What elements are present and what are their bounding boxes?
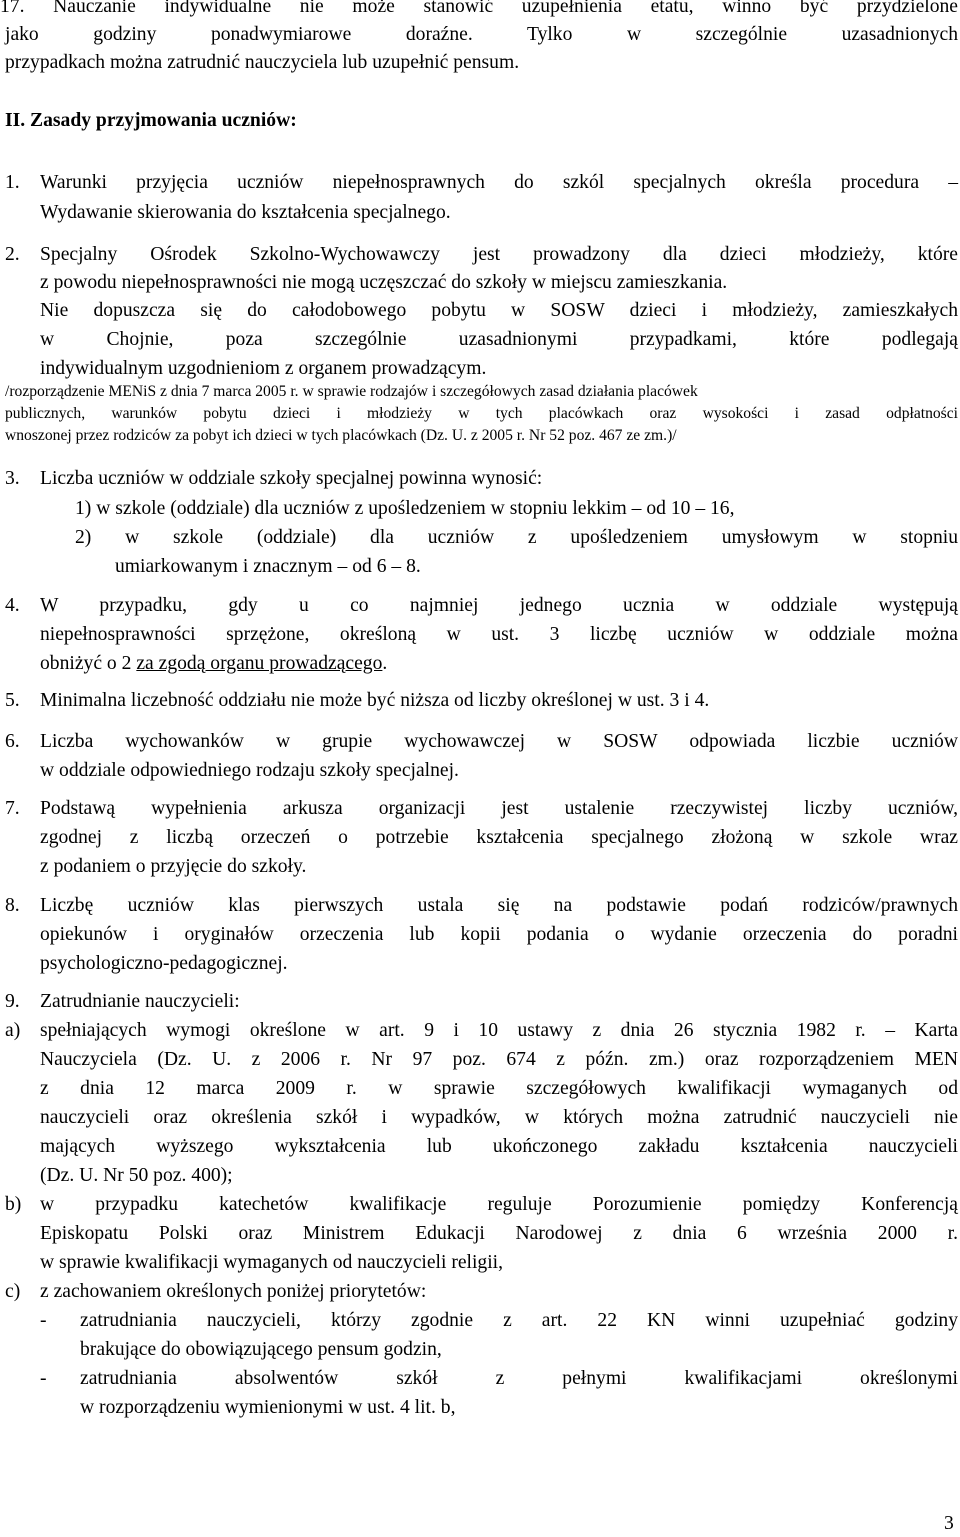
s6-number: 6. [5, 731, 20, 752]
s1-line-2: Wydawanie skierowania do kształcenia specjalnego. [40, 202, 451, 223]
s7-number: 7. [5, 798, 20, 819]
s2-line-4: w Chojnie, poza szczególnie uzasadnionymi przypadkami, które podlegają [40, 329, 958, 350]
s7-line-2: zgodnej z liczbą orzeczeń o potrzebie kształcenia specjalnego złożoną w szkole wraz [40, 827, 958, 848]
c-dash-2: - [40, 1368, 47, 1389]
s4-line-3-start: obniżyć o 2 [40, 653, 137, 674]
c-line-1: z zachowaniem określonych poniżej priorytetów: [40, 1281, 427, 1302]
c-dash-2-line-1: zatrudniania absolwentów szkół z pełnymi kwalifikacjami określonymi [80, 1368, 958, 1389]
s4-number: 4. [5, 595, 20, 616]
s2-number: 2. [5, 244, 20, 265]
s4-underlined-phrase: za zgodą organu prowadzącego [136, 653, 383, 674]
s7-line-1: Podstawą wypełnienia arkusza organizacji jest ustalenie rzeczywistej liczby uczniów, [40, 798, 958, 819]
regulation-subject: w sprawie rodzajów i szczegółowych zasad działania placówek [298, 383, 698, 400]
s8-line-1: Liczbę uczniów klas pierwszych ustala się na podstawie podań rodziców/prawnych [40, 895, 958, 916]
s1-number: 1. [5, 172, 20, 193]
s3-item-1: 1) w szkole (oddziale) dla uczniów z upośledzeniem w stopniu lekkim – od 10 – 16, [75, 498, 735, 519]
c-dash-2-line-2: w rozporządzeniu wymienionymi w ust. 4 lit. b, [80, 1397, 456, 1418]
s8-number: 8. [5, 895, 20, 916]
a-line-1: spełniających wymogi określone w art. 9 i 10 ustawy z dnia 26 stycznia 1982 r. – Karta [40, 1020, 958, 1041]
regulation-title: /rozporządzenie MENiS z dnia 7 marca 2005 r. [5, 383, 299, 400]
s4-line-2: niepełnosprawności sprzężone, określoną w ust. 3 liczbę uczniów w oddziale można [40, 624, 958, 645]
s2-line-3: Nie dopuszcza się do całodobowego pobytu w SOSW dzieci i młodzieży, zamieszkałych [40, 300, 958, 321]
a-line-5: mających wyższego wykształcenia lub ukończonego zakładu kształcenia nauczycieli [40, 1136, 958, 1157]
c-dash-1-line-2: brakujące do obowiązującego pensum godzin, [80, 1339, 442, 1360]
s5-line-1: Minimalna liczebność oddziału nie może być niższa od liczby określonej w ust. 3 i 4. [40, 690, 710, 711]
s3-number: 3. [5, 468, 20, 489]
regulation-line-2: publicznych, warunków pobytu dzieci i młodzieży w tych placówkach oraz wysokości i zasad odpłatności [5, 405, 958, 422]
s4-line-3 [40, 651, 387, 677]
regulation-line-3: wnoszonej przez rodziców za pobyt ich dzieci w tych placówkach (Dz. U. z 2005 r. Nr 52 poz. 467 ze zm.)/ [5, 427, 677, 444]
a-line-2: Nauczyciela (Dz. U. z 2006 r. Nr 97 poz. 674 z późn. zm.) oraz rozporządzeniem MEN [40, 1049, 958, 1070]
b-line-3: w sprawie kwalifikacji wymaganych od nauczycieli religii, [40, 1252, 504, 1273]
s3-line-1: Liczba uczniów w oddziale szkoły specjalnej powinna wynosić: [40, 468, 543, 489]
s8-line-3: psychologiczno-pedagogicznej. [40, 953, 288, 974]
s2-line-1: Specjalny Ośrodek Szkolno-Wychowawczy jest prowadzony dla dzieci młodzieży, które [40, 244, 958, 265]
s5-number: 5. [5, 690, 20, 711]
s6-line-2: w oddziale odpowiedniego rodzaju szkoły specjalnej. [40, 760, 459, 781]
c-dash-1: - [40, 1310, 47, 1331]
regulation-line-1 [5, 381, 698, 403]
b-line-1: w przypadku katechetów kwalifikacje reguluje Porozumienie pomiędzy Konferencją [40, 1194, 958, 1215]
c-dash-1-line-1: zatrudniania nauczycieli, którzy zgodnie z art. 22 KN winni uzupełniać godziny [80, 1310, 958, 1331]
section-title: II. Zasady przyjmowania uczniów: [5, 110, 297, 131]
s7-line-3: z podaniem o przyjęcie do szkoły. [40, 856, 307, 877]
s9-number: 9. [5, 991, 20, 1012]
s6-line-1: Liczba wychowanków w grupie wychowawczej w SOSW odpowiada liczbie uczniów [40, 731, 958, 752]
a-line-6: (Dz. U. Nr 50 poz. 400); [40, 1165, 233, 1186]
s2-line-5: indywidualnym uzgodnieniom z organem prowadzącym. [40, 358, 487, 379]
s3-item-2: 2) w szkole (oddziale) dla uczniów z upośledzeniem umysłowym w stopniu [75, 527, 958, 548]
page-number: 3 [944, 1513, 954, 1534]
a-line-3: z dnia 12 marca 2009 r. w sprawie szczegółowych kwalifikacji wymaganych od [40, 1078, 958, 1099]
p17-line-1: 17. Nauczanie indywidualne nie może stanowić uzupełnienia etatu, winno być przydzielone [0, 0, 958, 17]
s3-item-2-cont: umiarkowanym i znacznym – od 6 – 8. [115, 556, 421, 577]
s9-line-1: Zatrudnianie nauczycieli: [40, 991, 240, 1012]
s4-line-1: W przypadku, gdy u co najmniej jednego ucznia w oddziale występują [40, 595, 958, 616]
s1-line-1: Warunki przyjęcia uczniów niepełnosprawnych do szkól specjalnych określa procedura – [40, 172, 958, 193]
a-label: a) [5, 1020, 21, 1041]
c-label: c) [5, 1281, 21, 1302]
s8-line-2: opiekunów i oryginałów orzeczenia lub kopii podania o wydanie orzeczenia do poradni [40, 924, 958, 945]
s4-line-3-end: . [382, 653, 388, 674]
p17-line-3: przypadkach można zatrudnić nauczyciela lub uzupełnić pensum. [5, 52, 520, 73]
b-line-2: Episkopatu Polski oraz Ministrem Edukacji Narodowej z dnia 6 września 2000 r. [40, 1223, 958, 1244]
a-line-4: nauczycieli oraz określenia szkół i wypadków, w których można zatrudnić nauczycieli nie [40, 1107, 958, 1128]
b-label: b) [5, 1194, 22, 1215]
s2-line-2: z powodu niepełnosprawności nie mogą uczęszczać do szkoły w miejscu zamieszkania. [40, 272, 728, 293]
p17-line-2: jako godziny ponadwymiarowe doraźne. Tylko w szczególnie uzasadnionych [5, 24, 958, 45]
